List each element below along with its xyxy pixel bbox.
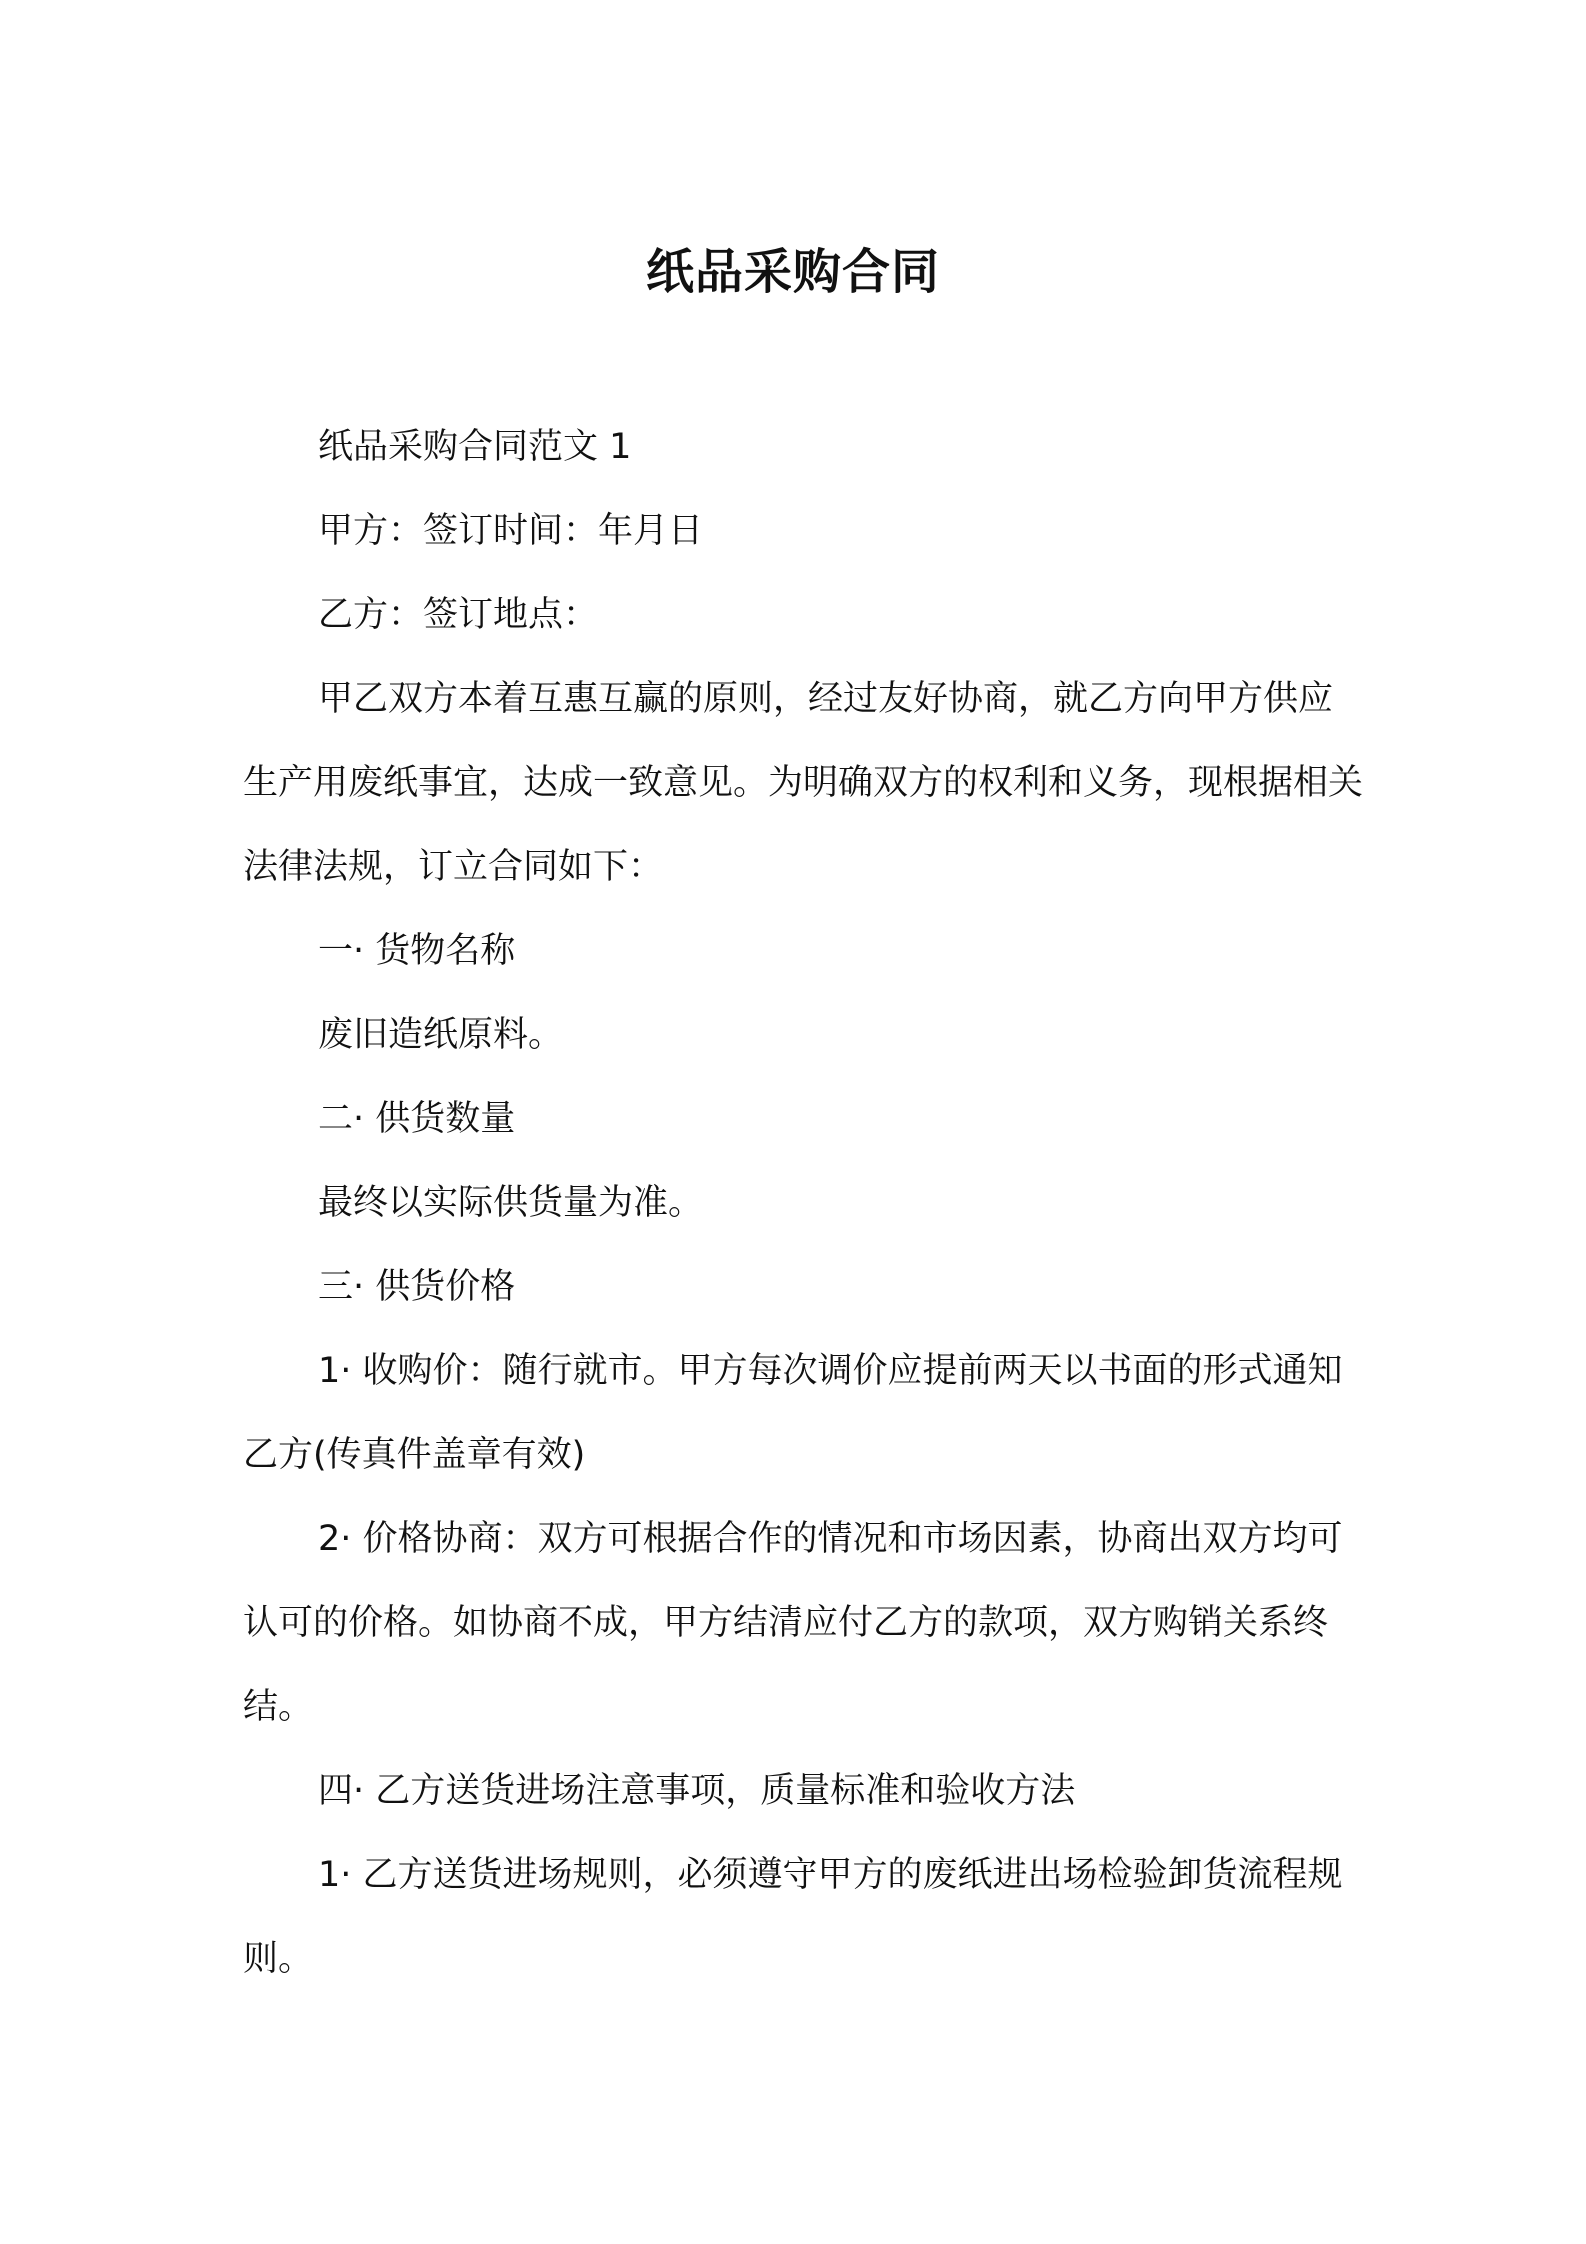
document-body <box>243 405 1363 2001</box>
section-heading-supply-quantity: 二· 供货数量 <box>318 1099 516 1139</box>
goods-name-text: 废旧造纸原料。 <box>318 1015 564 1055</box>
contract-template-heading: 纸品采购合同范文 1 <box>318 427 632 467</box>
section-heading-delivery-quality: 四· 乙方送货进场注意事项，质量标准和验收方法 <box>318 1771 1076 1811</box>
section-heading-supply-price: 三· 供货价格 <box>318 1267 516 1307</box>
party-a-line: 甲方：签订时间：年月日 <box>318 511 704 551</box>
party-b-line: 乙方：签订地点： <box>318 595 599 635</box>
supply-quantity-text: 最终以实际供货量为准。 <box>318 1183 704 1223</box>
delivery-clause-1: 1· 乙方送货进场规则，必须遵守甲方的废纸进出场检验卸货流程规则。 <box>243 1855 1343 1979</box>
price-clause-1: 1· 收购价：随行就市。甲方每次调价应提前两天以书面的形式通知乙方(传真件盖章有效) <box>243 1351 1343 1475</box>
document-title: 纸品采购合同 <box>645 244 940 301</box>
section-heading-goods-name: 一· 货物名称 <box>318 931 516 971</box>
price-clause-2: 2· 价格协商：双方可根据合作的情况和市场因素，协商出双方均可认可的价格。如协商不成，甲方结清应付乙方的款项，双方购销关系终结。 <box>243 1519 1343 1727</box>
preamble-paragraph: 甲乙双方本着互惠互赢的原则，经过友好协商，就乙方向甲方供应生产用废纸事宜，达成一致意见。为明确双方的权利和义务，现根据相关法律法规，订立合同如下： <box>243 679 1364 887</box>
